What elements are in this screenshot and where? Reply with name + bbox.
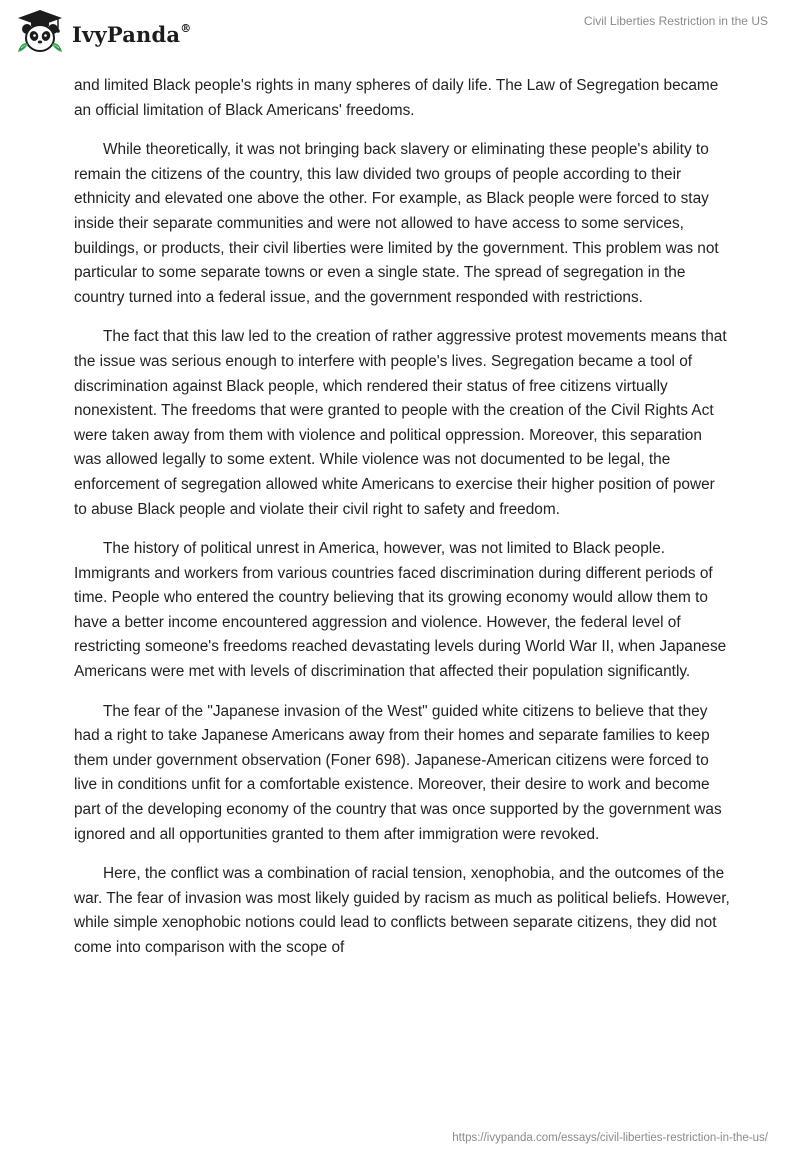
brand-name (72, 22, 191, 47)
source-url[interactable]: https://ivypanda.com/essays/civil-liberties-restriction-in-the-us/ (452, 1132, 768, 1144)
essay-body (74, 74, 730, 976)
paragraph-1: and limited Black people's rights in many spheres of daily life. The Law of Segregation became an official limitation of Black Americans' freedoms. (74, 77, 719, 119)
paragraph-6: Here, the conflict was a combination of racial tension, xenophobia, and the outcomes of the war. The fear of invasion was most likely guided by racism as much as political beliefs. However, while simple xenophobic notions could lead to conflicts between separate citizens, they did not come into comparison with the scope of (74, 865, 730, 956)
paragraph-3: The fact that this law led to the creation of rather aggressive protest movements means that the issue was serious enough to interfere with people's lives. Segregation became a tool of discrimination against Black people, which rendered their status of free citizens virtually nonexistent. The freedoms that were granted to people with the creation of the Civil Rights Act were taken away from them with violence and political oppression. Moreover, this separation was allowed legally to some extent. While violence was not documented to be legal, the enforcement of segregation allowed white Americans to exercise their higher position of power to abuse Black people and violate their civil right to safety and freedom. (74, 328, 727, 518)
paragraph-4: The history of political unrest in America, however, was not limited to Black people. Immigrants and workers from various countries faced discrimination during different periods of time. People who entered the country believing that its growing economy would allow them to have a better income encountered aggression and violence. However, the federal level of restricting someone's freedoms reached devastating levels during World War II, when Japanese Americans were met with levels of discrimination that affected their population significantly. (74, 540, 727, 681)
brand-name-text: IvyPanda (72, 21, 181, 47)
document-title: Civil Liberties Restriction in the US (583, 14, 768, 28)
page-header (0, 0, 800, 70)
paragraph-2: While theoretically, it was not bringing back slavery or eliminating these people's ability to remain the citizens of the country, this law divided two groups of people according to their ethnicity and elevated one above the other. For example, as Black people were forced to stay inside their separate communities and were not allowed to have access to some services, buildings, or products, their civil liberties were limited by the government. This problem was not particular to some separate towns or even a single state. The spread of segregation in the country turned into a federal issue, and the government responded with restrictions. (74, 141, 719, 306)
registered-mark: ® (180, 21, 192, 35)
panda-graduate-icon (14, 8, 66, 56)
paragraph-5: The fear of the "Japanese invasion of the West" guided white citizens to believe that they had a right to take Japanese Americans away from their homes and separate families to keep them under government observation (Foner 698). Japanese-American citizens were forced to live in conditions unfit for a comfortable existence. Moreover, their desire to work and become part of the developing economy of the country that was once supported by the government was ignored and all opportunities granted to them after immigration were revoked. (74, 702, 722, 843)
brand-logo[interactable] (14, 8, 191, 56)
